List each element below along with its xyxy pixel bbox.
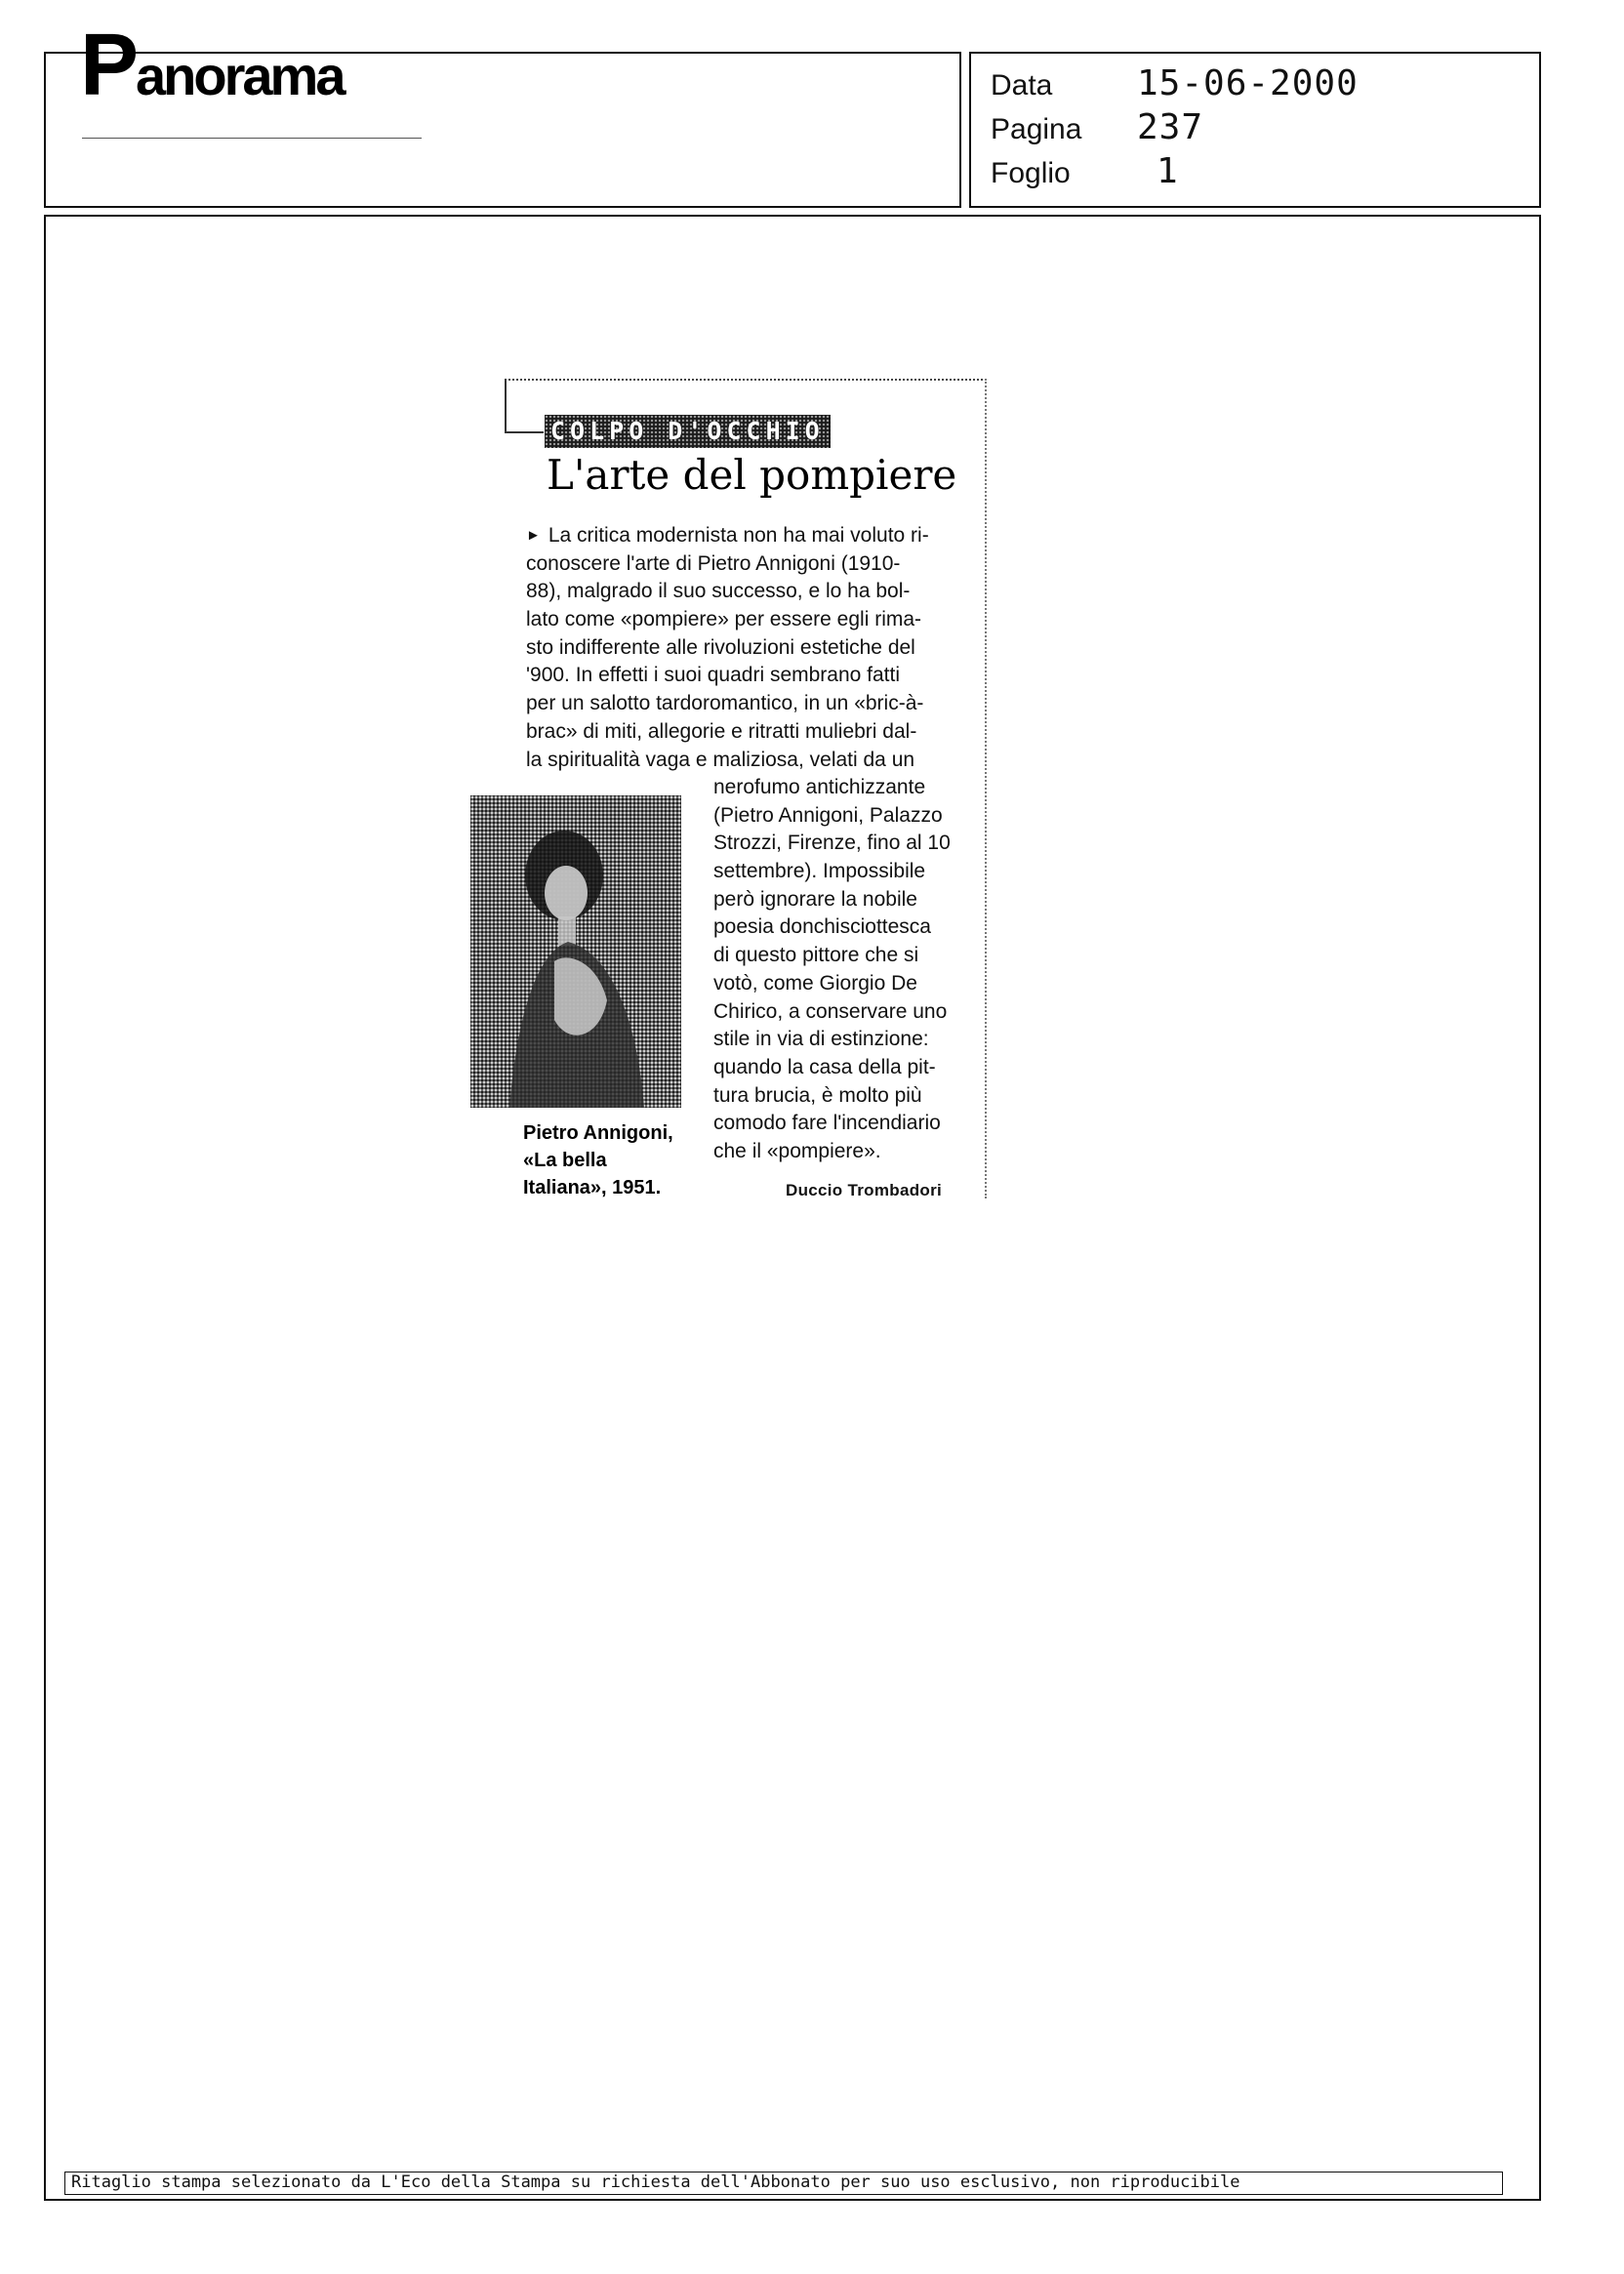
meta-row-pagina: [991, 107, 1203, 150]
meta-label-data: Data: [991, 69, 1053, 102]
meta-label-pagina: Pagina: [991, 113, 1082, 145]
article-kicker: COLPO D'OCCHIO: [545, 415, 831, 448]
clipping-border-top: [505, 379, 987, 381]
body-line: ► La critica modernista non ha mai voluto ri-: [526, 522, 985, 550]
body-line: nerofumo antichizzante: [713, 776, 926, 798]
body-line: votò, come Giorgio De: [713, 971, 917, 995]
clipping-border-left: [505, 379, 507, 431]
meta-value-date: 15-06-2000: [1137, 63, 1359, 103]
body-line: Chirico, a conservare uno: [713, 999, 948, 1023]
triangle-right-icon: ►: [526, 527, 541, 544]
portrait-photo: [470, 795, 681, 1108]
article-body-top: [526, 522, 985, 774]
meta-row-foglio: [991, 151, 1179, 194]
photo-caption: [523, 1119, 673, 1201]
body-line: settembre). Impossibile: [713, 860, 926, 883]
caption-line: Pietro Annigoni,: [523, 1122, 673, 1144]
body-line: però ignorare la nobile: [713, 887, 917, 911]
body-line: stile in via di estinzione:: [713, 1028, 929, 1051]
body-line: Strozzi, Firenze, fino al 10: [713, 832, 951, 855]
body-line: conoscere l'arte di Pietro Annigoni (1910-: [526, 551, 901, 575]
footer-notice: Ritaglio stampa selezionato da L'Eco della Stampa su richiesta dell'Abbonato per suo uso esclusivo, non riproducibile: [64, 2172, 1503, 2195]
header-meta-panel: [969, 52, 1541, 208]
portrait-figure: [470, 795, 681, 1108]
body-line: lato come «pompiere» per essere egli rima-: [526, 608, 922, 631]
meta-value-sheet: 1: [1157, 151, 1179, 191]
body-line: tura brucia, è molto più: [713, 1083, 922, 1107]
meta-row-data: [991, 63, 1359, 106]
body-line: 88), malgrado il suo successo, e lo ha bol-: [526, 580, 911, 603]
body-line: la spiritualità vaga e maliziosa, velati da un: [526, 748, 915, 771]
body-line: quando la casa della pit-: [713, 1055, 936, 1078]
body-line: di questo pittore che si: [713, 944, 919, 967]
body-line: brac» di miti, allegorie e ritratti muliebri dal-: [526, 719, 917, 743]
caption-line: «La bella: [523, 1150, 607, 1171]
clipping-frame: [44, 215, 1541, 2201]
clipping-border-right: [985, 379, 987, 1198]
article-byline: Duccio Trombadori: [786, 1181, 943, 1199]
body-line: (Pietro Annigoni, Palazzo: [713, 803, 943, 827]
logo-underline: [82, 138, 422, 139]
body-line: comodo fare l'incendiario: [713, 1112, 941, 1135]
article-body-right: [713, 774, 969, 1166]
body-line: che il «pompiere».: [713, 1139, 881, 1162]
meta-value-page: 237: [1137, 107, 1204, 147]
panorama-logo: Panorama: [80, 17, 344, 114]
body-line: poesia donchisciottesca: [713, 915, 931, 939]
body-line: '900. In effetti i suoi quadri sembrano fatti: [526, 664, 901, 687]
body-line: sto indifferente alle rivoluzioni estetiche del: [526, 635, 915, 659]
clipping-border-bottom: [505, 431, 544, 433]
body-line: per un salotto tardoromantico, in un «bric-à-: [526, 692, 924, 715]
meta-label-foglio: Foglio: [991, 157, 1071, 189]
caption-line: Italiana», 1951.: [523, 1177, 662, 1198]
article-headline: L'arte del pompiere: [547, 451, 957, 499]
